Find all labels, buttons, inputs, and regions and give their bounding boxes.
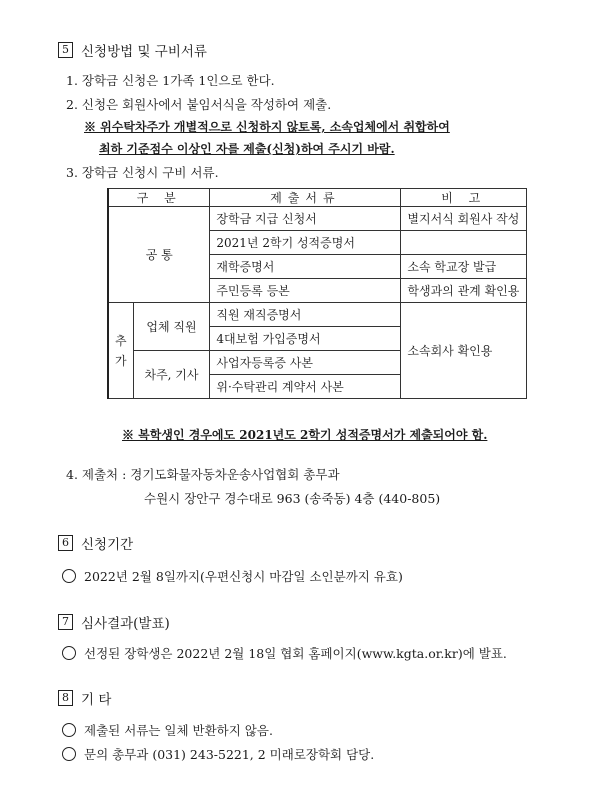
section-title: 신청방법 및 구비서류 (81, 44, 207, 60)
table-cell: 주민등록 등본 (210, 279, 401, 303)
table-cell: 4대보험 가입증명서 (210, 327, 401, 351)
extra-label-char: 가 (115, 353, 127, 368)
circle-bullet-icon (62, 747, 76, 761)
list-item-text: 선정된 장학생은 2022년 2월 18일 협회 홈페이지(www.kgta.or.kr)에 발표. (84, 646, 507, 661)
table-cell: 위·수탁관리 계약서 사본 (210, 375, 401, 399)
table-cell: 2021년 2학기 성적증명서 (210, 231, 401, 255)
section-number-box: 8 (58, 690, 73, 706)
table-notice: ※ 복학생인 경우에도 2021년도 2학기 성적증명서가 제출되어야 함. (122, 428, 488, 442)
section-title: 심사결과(발표) (81, 616, 170, 632)
circle-bullet-icon (62, 723, 76, 737)
notice-text: 최하 기준점수 이상인 자를 제출(신청)하여 주시기 바람. (99, 142, 395, 156)
extra-note-cell: 소속회사 확인용 (401, 303, 527, 399)
list-item: 3. 장학금 신청시 구비 서류. (66, 165, 219, 180)
table-cell: 별지서식 회원사 작성 (401, 207, 527, 231)
section-number-box: 6 (58, 535, 73, 551)
extra-label (108, 303, 133, 399)
table-cell: 학생과의 관계 확인용 (401, 279, 527, 303)
notice-text: ※ 위수탁차주가 개별적으로 신청하지 않토록, 소속업체에서 취합하여 (84, 120, 450, 134)
circle-bullet-icon (62, 646, 76, 660)
table-cell: 직원 재직증명서 (210, 303, 401, 327)
submit-address: 수원시 장안구 경수대로 963 (송죽동) 4층 (440-805) (144, 491, 441, 506)
section-8-heading (58, 688, 111, 708)
table-cell: 장학금 지급 신청서 (210, 207, 401, 231)
owner-label: 차주, 기사 (133, 351, 210, 399)
list-item-text: 제출된 서류는 일체 반환하지 않음. (84, 723, 273, 738)
table-row (108, 303, 527, 327)
list-item (62, 745, 374, 763)
section-6-heading (58, 533, 133, 553)
list-item: 2. 신청은 회원사에서 붙임서식을 작성하여 제출. (66, 97, 332, 112)
table-cell: 재학증명서 (210, 255, 401, 279)
list-item-text: 문의 총무과 (031) 243-5221, 2 미래로장학회 담당. (84, 747, 375, 762)
table-cell: 소속 학교장 발급 (401, 255, 527, 279)
table-cell (401, 231, 527, 255)
list-item (62, 721, 273, 739)
required-documents-table (107, 188, 527, 399)
list-item (62, 567, 403, 585)
table-header: 구 분 (108, 189, 210, 207)
company-label: 업체 직원 (133, 303, 210, 351)
section-5-heading (58, 40, 207, 60)
list-item (62, 644, 507, 662)
table-header: 제출서류 (210, 189, 401, 207)
submit-label: 4. 제출처 : 경기도화물자동차운송사업협회 총무과 (66, 467, 340, 482)
circle-bullet-icon (62, 569, 76, 583)
list-item-text: 2022년 2월 8일까지(우편신청시 마감일 소인분까지 유효) (84, 569, 403, 584)
section-number-box: 7 (58, 614, 73, 630)
table-header-row (108, 189, 527, 207)
section-7-heading (58, 612, 170, 632)
extra-label-char: 추 (115, 333, 127, 348)
section-title: 기 타 (81, 692, 112, 708)
list-item: 1. 장학금 신청은 1가족 1인으로 한다. (66, 73, 275, 88)
section-number-box: 5 (58, 42, 73, 58)
section-title: 신청기간 (81, 537, 134, 553)
table-header: 비 고 (401, 189, 527, 207)
table-cell: 사업자등록증 사본 (210, 351, 401, 375)
common-label: 공 통 (108, 207, 210, 303)
table-row (108, 207, 527, 231)
